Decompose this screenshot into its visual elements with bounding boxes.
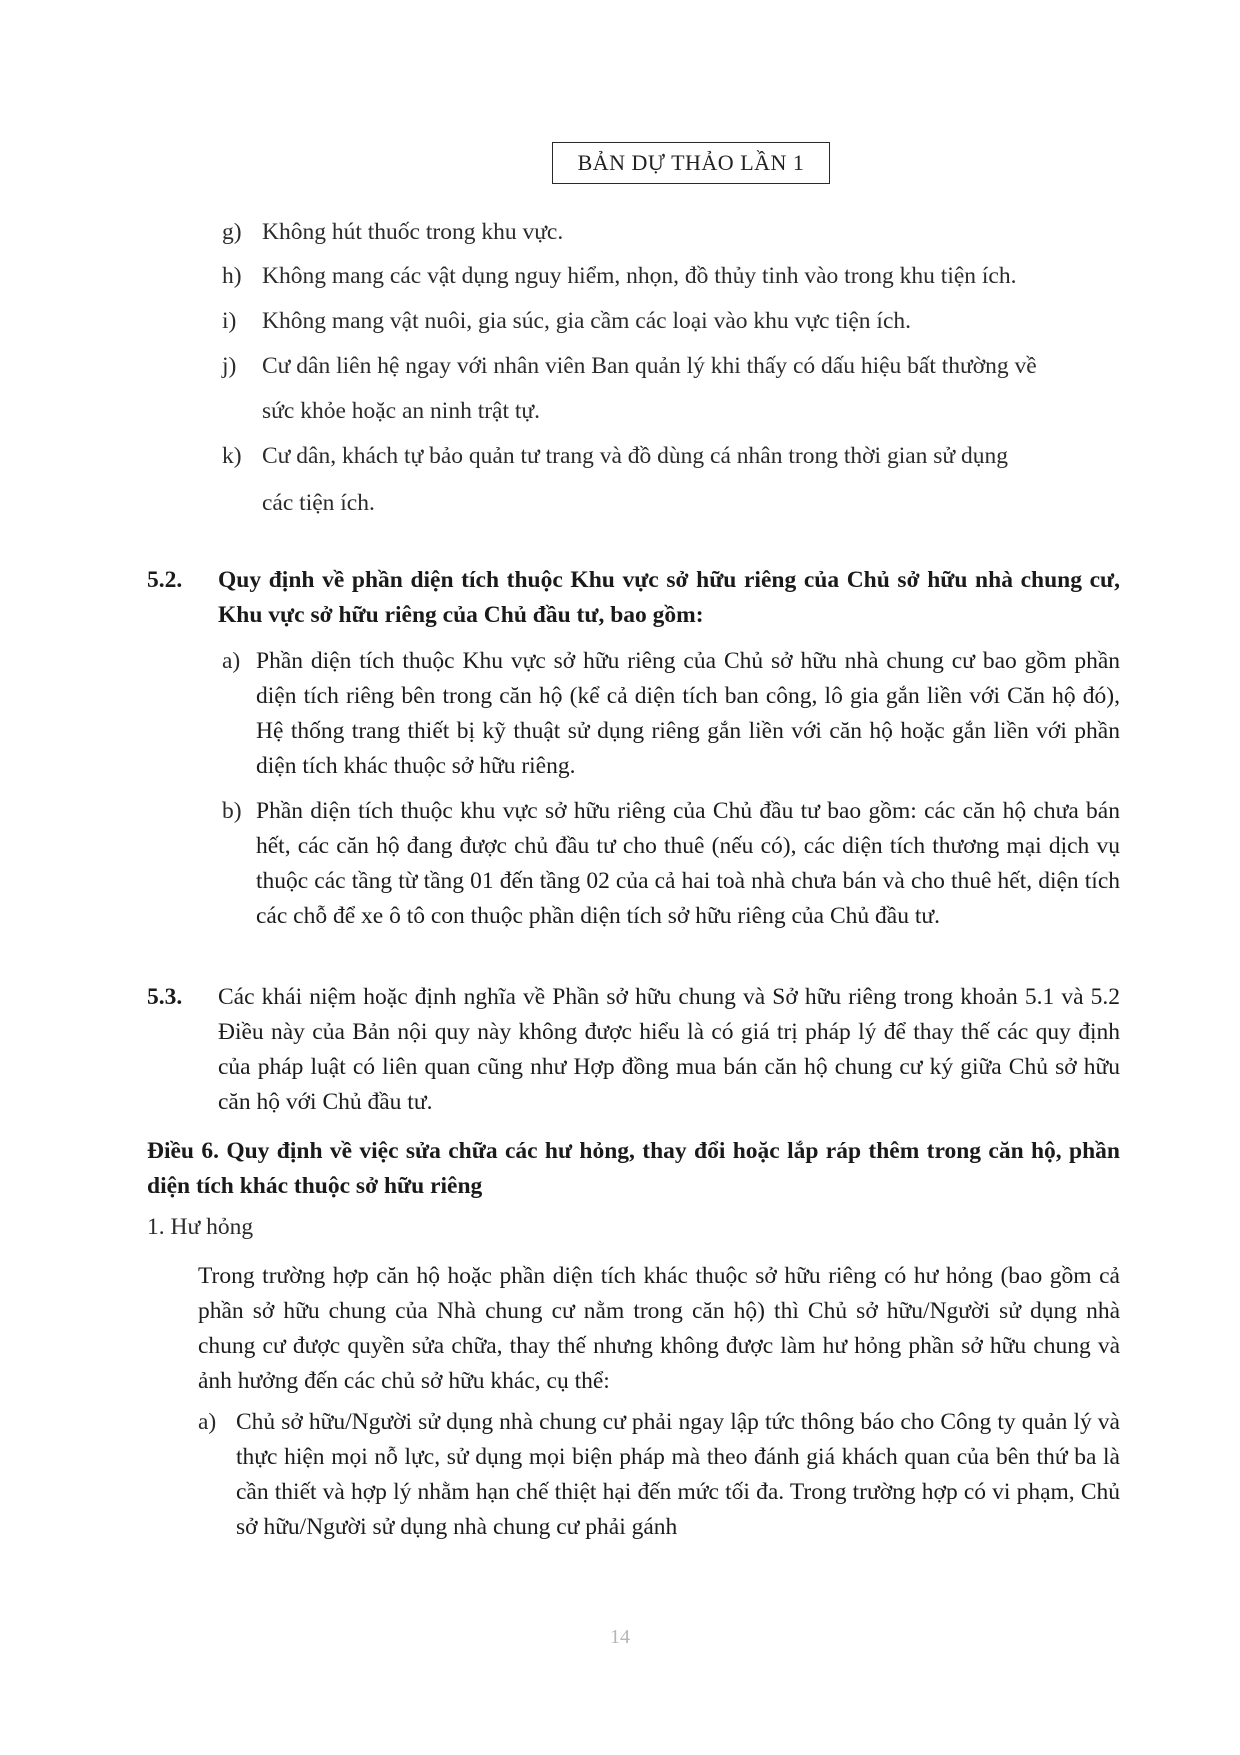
list-item-text-continued: sức khỏe hoặc an ninh trật tự. — [262, 398, 541, 424]
list-item-text: Phần diện tích thuộc khu vực sở hữu riêng của Chủ đầu tư bao gồm: các căn hộ chưa bán hết, các căn hộ đang được chủ đầu tư cho thuê (nếu có), các diện tích thương mại dịch vụ thuộc các tầng từ tầng 01 đến tầng 02 của cả hai toà nhà chưa bán và cho thuê hết, diện tích các chỗ để xe ô tô con thuộc phần diện tích sở hữu riêng của Chủ đầu tư. — [256, 798, 1120, 929]
list-item-text: Chủ sở hữu/Người sử dụng nhà chung cư phải ngay lập tức thông báo cho Công ty quản lý và thực hiện mọi nỗ lực, sử dụng mọi biện pháp mà theo đánh giá khách quan của bên thứ ba là cần thiết và hợp lý nhằm hạn chế thiệt hại đến mức tối đa. Trong trường hợp có vi phạm, Chủ sở hữu/Người sử dụng nhà chung cư phải gánh — [236, 1409, 1120, 1540]
list-item-label: k) — [222, 443, 242, 469]
list-item-label: a) — [222, 648, 241, 674]
section-number: 5.3. — [147, 984, 183, 1010]
list-item-label: j) — [222, 353, 237, 379]
list-item-label: h) — [222, 263, 242, 289]
list-item-text: Không mang các vật dụng nguy hiểm, nhọn, đồ thủy tinh vào trong khu tiện ích. — [262, 263, 1017, 289]
list-item-label: a) — [198, 1409, 217, 1435]
list-item-text: Cư dân liên hệ ngay với nhân viên Ban quản lý khi thấy có dấu hiệu bất thường về — [262, 353, 1037, 379]
list-item-text: Cư dân, khách tự bảo quản tư trang và đồ dùng cá nhân trong thời gian sử dụng — [262, 443, 1009, 469]
list-item-text: Phần diện tích thuộc Khu vực sở hữu riêng của Chủ sở hữu nhà chung cư bao gồm phần diện tích riêng bên trong căn hộ (kể cả diện tích ban công, lô gia gắn liền với Căn hộ đó), Hệ thống trang thiết bị kỹ thuật sử dụng riêng gắn liền với căn hộ hoặc gắn liền với phần diện tích khác thuộc sở hữu riêng. — [256, 648, 1120, 779]
paragraph: Trong trường hợp căn hộ hoặc phần diện tích khác thuộc sở hữu riêng có hư hỏng (bao gồm cả phần sở hữu chung của Nhà chung cư nằm trong căn hộ) thì Chủ sở hữu/Người sử dụng nhà chung cư được quyền sửa chữa, thay thế nhưng không được làm hư hỏng phần sở hữu chung và ảnh hưởng đến các chủ sở hữu khác, cụ thể: — [198, 1263, 1120, 1394]
section-heading: Quy định về phần diện tích thuộc Khu vực sở hữu riêng của Chủ sở hữu nhà chung cư, Khu vực sở hữu riêng của Chủ đầu tư, bao gồm: — [218, 567, 1120, 628]
draft-label-box: BẢN DỰ THẢO LẦN 1 — [552, 142, 830, 184]
list-item-text-continued: các tiện ích. — [262, 490, 375, 516]
subsection-title: 1. Hư hỏng — [147, 1214, 254, 1240]
list-item-text: Không hút thuốc trong khu vực. — [262, 219, 564, 245]
list-item-label: b) — [222, 798, 242, 824]
section-number: 5.2. — [147, 567, 183, 593]
section-text: Các khái niệm hoặc định nghĩa về Phần sở hữu chung và Sở hữu riêng trong khoản 5.1 và 5.2 Điều này của Bản nội quy này không được hiểu là có giá trị pháp lý để thay thế các quy định của pháp luật có liên quan cũng như Hợp đồng mua bán căn hộ chung cư ký giữa Chủ sở hữu căn hộ với Chủ đầu tư. — [218, 984, 1120, 1115]
page-number: 14 — [610, 1626, 630, 1648]
list-item-label: g) — [222, 219, 242, 245]
list-item-text: Không mang vật nuôi, gia súc, gia cầm các loại vào khu vực tiện ích. — [262, 308, 912, 334]
list-item-label: i) — [222, 308, 237, 334]
article-heading: Điều 6. Quy định về việc sửa chữa các hư hỏng, thay đổi hoặc lắp ráp thêm trong căn hộ, phần diện tích khác thuộc sở hữu riêng — [147, 1138, 1120, 1199]
